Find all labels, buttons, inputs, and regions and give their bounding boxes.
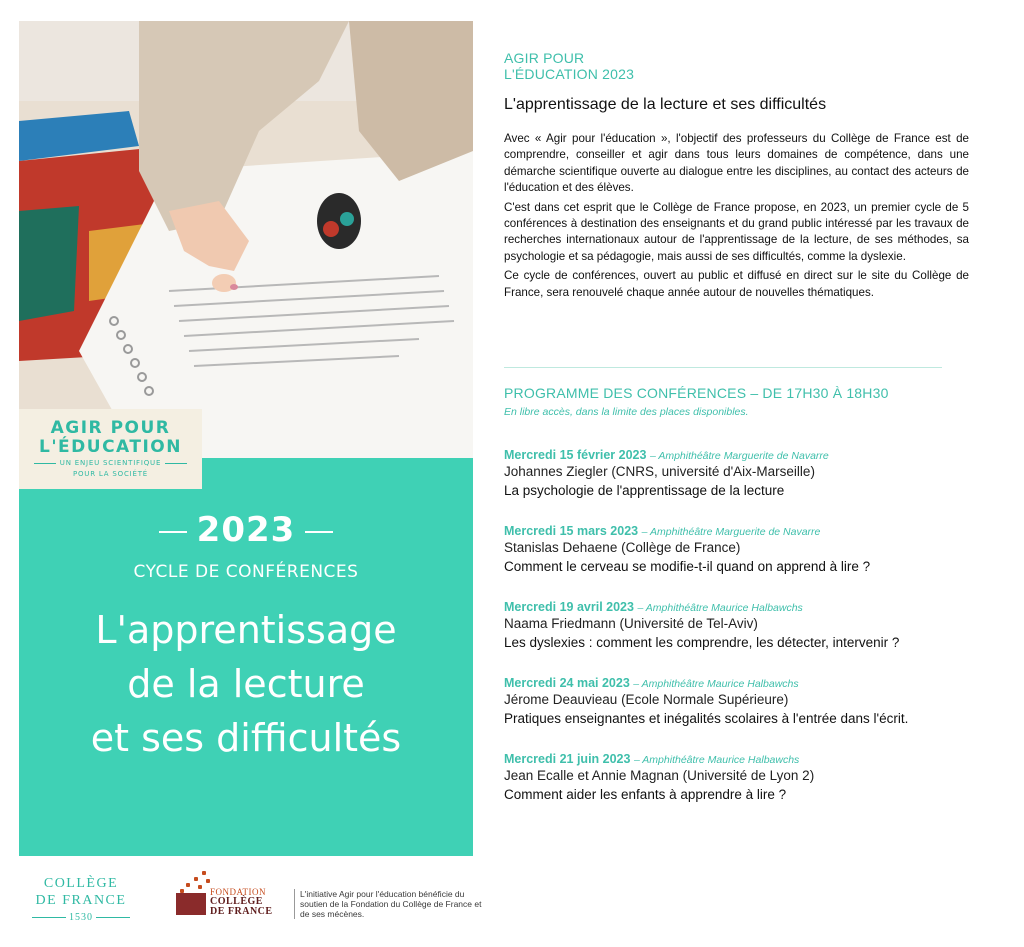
talk-date: Mercredi 15 mars 2023 — [504, 524, 639, 538]
panel-year: 2023 — [196, 510, 296, 550]
talk-speaker: Naama Friedmann (Université de Tel-Aviv) — [504, 616, 758, 631]
photo-child-reading — [19, 21, 473, 458]
talk-speaker: Johannes Ziegler (CNRS, université d'Aix-Marseille) — [504, 464, 815, 479]
talk-date: Mercredi 24 mai 2023 — [504, 676, 630, 690]
sponsor-note: L'initiative Agir pour l'éducation bénéficie du soutien de la Fondation du Collège de France et de ses mécènes. — [294, 889, 485, 919]
talk-venue: – Amphithéâtre Maurice Halbawchs — [633, 678, 799, 690]
intro-text — [504, 131, 969, 301]
talk-venue: – Amphithéâtre Maurice Halbawchs — [633, 754, 800, 766]
year-dash-right — [305, 531, 333, 533]
title-panel — [19, 458, 473, 856]
panel-title-line3: et ses difficultés — [90, 716, 402, 760]
photo-illustration — [19, 21, 473, 458]
cdf-line2: DE FRANCE — [35, 893, 127, 908]
talk-speaker: Jean Ecalle et Annie Magnan (Université de Lyon 2) — [504, 768, 815, 783]
fondation-line3: DE FRANCE — [210, 906, 273, 917]
fondation-line2: COLLÈGE — [210, 896, 263, 907]
badge-line4: POUR LA SOCIÉTÉ — [72, 470, 149, 478]
talk-item — [504, 448, 974, 498]
talk-speaker: Stanislas Dehaene (Collège de France) — [504, 540, 741, 555]
talk-date: Mercredi 15 février 2023 — [504, 448, 647, 462]
talk-title: Comment le cerveau se modifie-t-il quand on apprend à lire ? — [504, 559, 871, 574]
panel-cycle: CYCLE DE CONFÉRENCES — [133, 562, 359, 582]
programme-heading: PROGRAMME DES CONFÉRENCES – DE 17H30 À 18H30 — [504, 385, 889, 401]
intro-section — [504, 50, 969, 304]
agir-badge — [19, 409, 202, 489]
intro-paragraph-1: Avec « Agir pour l'éducation », l'objectif des professeurs du Collège de France est de comprendre, conseiller et agir dans tous leurs domaines de compétence, dans une démarche scientifique ouverte au dialogue entre les disciplines, au contact des acteurs de l'éducation et des élèves. — [504, 132, 969, 195]
talk-speaker: Jérome Deauvieau (Ecole Normale Supérieure) — [504, 692, 789, 707]
year-dash-left — [159, 531, 187, 533]
panel-title-line2: de la lecture — [127, 662, 365, 706]
talk-item — [504, 676, 974, 726]
section-divider — [504, 367, 942, 368]
kicker — [504, 50, 969, 82]
footer-logos — [0, 855, 480, 935]
talk-item — [504, 752, 974, 802]
cdf-line1: COLLÈGE — [43, 876, 119, 891]
talk-item — [504, 600, 974, 650]
badge-line3: UN ENJEU SCIENTIFIQUE — [59, 459, 162, 467]
kicker-line2: L'ÉDUCATION 2023 — [504, 66, 635, 82]
fondation-logo — [172, 867, 282, 927]
fondation-book-icon — [176, 893, 206, 915]
talk-date: Mercredi 19 avril 2023 — [504, 600, 634, 614]
panel-title — [19, 603, 473, 765]
talk-title: Pratiques enseignantes et inégalités scolaires à l'entrée dans l'écrit. — [504, 711, 909, 726]
page-subtitle: L'apprentissage de la lecture et ses difficultés — [504, 96, 827, 113]
programme-note: En libre accès, dans la limite des places disponibles. — [504, 406, 749, 418]
talk-date: Mercredi 21 juin 2023 — [504, 752, 631, 766]
talk-title: Les dyslexies : comment les comprendre, les détecter, intervenir ? — [504, 635, 900, 650]
intro-paragraph-3: Ce cycle de conférences, ouvert au public et diffusé en direct sur le site du Collège de France, sera renouvelé chaque année autour de nouvelles thématiques. — [504, 269, 969, 299]
talk-venue: – Amphithéâtre Marguerite de Navarre — [649, 450, 829, 462]
talk-title: Comment aider les enfants à apprendre à lire ? — [504, 787, 787, 802]
intro-paragraph-2: C'est dans cet esprit que le Collège de France propose, en 2023, un premier cycle de 5 conférences à destination des enseignants et du grand public intéressé par les travaux de recherches internationaux autour de l'apprentissage de la lecture, de ses méthodes, sa psychologie et sa pédagogie, mais aussi de ses difficultés, comme la dyslexie. — [504, 200, 969, 263]
cdf-year: 1530 — [69, 912, 93, 923]
badge-line2: L'ÉDUCATION — [39, 437, 182, 457]
fondation-line1: FONDATION — [210, 887, 266, 897]
talk-title: La psychologie de l'apprentissage de la lecture — [504, 483, 785, 498]
college-de-france-logo — [22, 875, 140, 926]
panel-title-line1: L'apprentissage — [95, 608, 397, 652]
talk-venue: – Amphithéâtre Marguerite de Navarre — [641, 526, 821, 538]
talk-item — [504, 524, 974, 574]
kicker-line1: AGIR POUR — [504, 50, 585, 66]
badge-line1: AGIR POUR — [50, 418, 171, 438]
talk-venue: – Amphithéâtre Maurice Halbawchs — [637, 602, 803, 614]
